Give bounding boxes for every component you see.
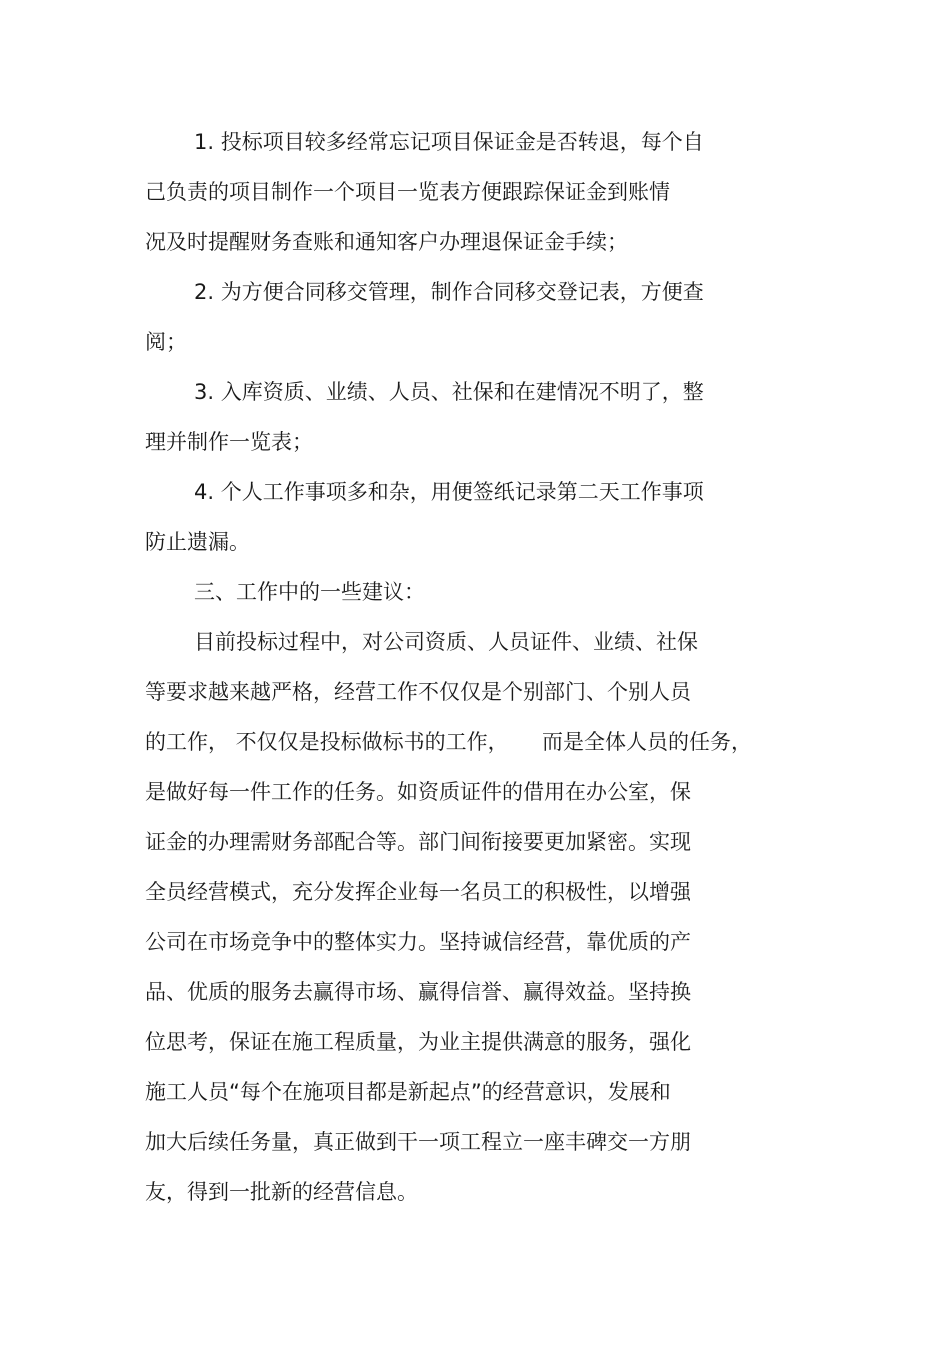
paragraph-line: 等要求越来越严格，经营工作不仅仅是个别部门、个别人员	[145, 680, 691, 704]
paragraph-line: 全员经营模式，充分发挥企业每一名员工的积极性，以增强	[145, 880, 691, 904]
list-item-1-line-2: 己负责的项目制作一个项目一览表方便跟踪保证金到账情	[145, 180, 670, 204]
paragraph-line: 施工人员“每个在施项目都是新起点”的经营意识，发展和	[145, 1080, 671, 1104]
list-item-4-line-2: 防止遗漏。	[145, 530, 250, 554]
paragraph-line: 加大后续任务量，真正做到干一项工程立一座丰碑交一方朋	[145, 1130, 691, 1154]
list-item-2-line-2: 阅；	[145, 330, 187, 354]
paragraph-line: 公司在市场竞争中的整体实力。坚持诚信经营，靠优质的产	[145, 930, 691, 954]
paragraph-line: 证金的办理需财务部配合等。部门间衔接要更加紧密。实现	[145, 830, 691, 854]
paragraph-line: 友，得到一批新的经营信息。	[145, 1180, 418, 1204]
list-item-3-line-2: 理并制作一览表；	[145, 430, 313, 454]
list-item-3-line-1: 3. 入库资质、业绩、人员、社保和在建情况不明了，整	[194, 380, 704, 404]
paragraph-line: 是做好每一件工作的任务。如资质证件的借用在办公室，保	[145, 780, 691, 804]
paragraph-line: 位思考，保证在施工程质量，为业主提供满意的服务，强化	[145, 1030, 691, 1054]
list-item-2-line-1: 2. 为方便合同移交管理，制作合同移交登记表，方便查	[194, 280, 704, 304]
section-heading: 三、工作中的一些建议：	[194, 580, 425, 604]
list-item-4-line-1: 4. 个人工作事项多和杂，用便签纸记录第二天工作事项	[194, 480, 704, 504]
paragraph-line: 的工作， 不仅仅是投标做标书的工作， 而是全体人员的任务，	[145, 730, 753, 754]
list-item-1-line-3: 况及时提醒财务查账和通知客户办理退保证金手续；	[145, 230, 628, 254]
paragraph-line: 品、优质的服务去赢得市场、赢得信誉、赢得效益。坚持换	[145, 980, 691, 1004]
paragraph-line: 目前投标过程中，对公司资质、人员证件、业绩、社保	[194, 630, 698, 654]
list-item-1-line-1: 1. 投标项目较多经常忘记项目保证金是否转退，每个自	[194, 130, 704, 154]
